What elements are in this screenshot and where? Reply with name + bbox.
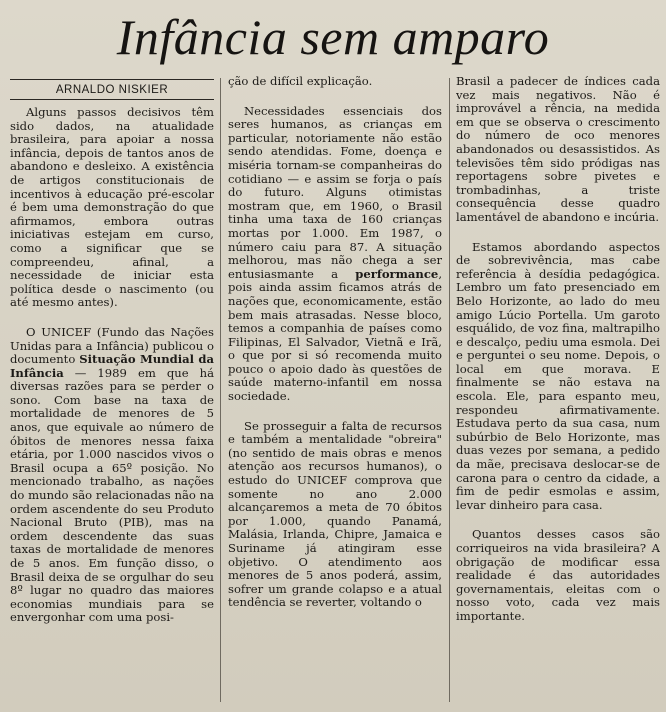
headline: Infância sem amparo <box>116 9 550 65</box>
paragraph: Alguns passos decisivos têm sido dados, na atualidade brasileira, para apoiar a nossa infância, depois de tantos anos de abandono e desleixo. A existência de artigos constitucionais de incentivos à educação pré-escolar é bem uma demonstração do que afirmamos, embora outras iniciativas estejam em curso, como a significar que se compreendeu, afinal, a necessidade de iniciar esta política desde o nascimento (ou até mesmo antes). <box>10 105 214 310</box>
paragraph-text: , pois ainda assim ficamos atrás de nações que, economicamente, estão bem mais atrasadas. Nesse bloco, temos a companhia de países como Filipinas, El Salvador, Vietnã e Irã, o que por si só recomenda muito pouco o apoio dado às questões de saúde materno-infantil em nossa sociedade. <box>228 266 442 404</box>
paragraph <box>228 105 442 404</box>
paragraph-continuation: ção de difícil explicação. <box>228 75 373 88</box>
byline: ARNALDO NISKIER <box>10 79 214 100</box>
paragraph-text: — 1989 em que há diversas razões para se perder o sono. Com base na taxa de mortalidade de menores de 5 anos, que equivale ao número de óbitos de menores nessa faixa etária, por 1.000 nascidos vivos o Brasil ocupa a 65º posição. No mencionado trabalho, as nações do mundo são relacionadas não na ordem ascendente do seu Produto Nacional Bruto (PIB), mas na ordem descendente das suas taxas de mortalidade de menores de 5 anos. Em função disso, o Brasil deixa de se orgulhar do seu 8º lugar no quadro das maiores economias mundiais para se envergonhar com uma posi- <box>10 365 214 625</box>
paragraph: Quantos desses casos são corriqueiros na vida brasileira? A obrigação de modificar essa realidade é das autoridades governamentais, eleitas com o nosso voto, cada vez mais importante. <box>456 527 660 623</box>
column-rule-1 <box>220 78 221 702</box>
emphasis-word: performance <box>355 266 439 281</box>
paragraph-text: O UNICEF (Fundo das Nações Unidas para a Infância) publicou o documento <box>10 324 214 367</box>
paragraph-text: Necessidades essenciais dos seres humanos, as crianças em particular, notoriamente não estão sendo atendidas. Fome, doença e miséria tornam-se companheiras do cotidiano — e assim se forja o país do futuro. Alguns otimistas mostram que, em 1960, o Brasil tinha uma taxa de 160 crianças mortas por 1.000. Em 1987, o número caiu para 87. A situação melhorou, mas não chega a ser entusiasmante a <box>228 103 442 281</box>
paragraph-continuation: Brasil a padecer de índices cada vez mais negativos. Não é improvável a rência, na medida em que se observa o crescimento do número de oco menores abandonados ou desassistidos. As televisões têm sido pródigas nas reportagens sobre pivetes e trombadinhas, a triste consequência desse quadro lamentável de abandono e incúria. <box>456 75 660 224</box>
column-2 <box>228 75 442 707</box>
paragraph <box>10 326 214 625</box>
column-3 <box>456 75 660 707</box>
paragraph: Estamos abordando aspectos de sobrevivência, mas cabe referência à desídia pedagógica. Lembro um fato presenciado em Belo Horizonte, ao lado do meu amigo Lúcio Portella. Um garoto esquálido, de voz fina, maltrapilho e descalço, pediu uma esmola. Dei e perguntei o seu nome. Depois, o local em que morava. E finalmente se não estava na escola. Ele, para espanto meu, respondeu afirmativamente. Estudava perto da sua casa, num subúrbio de Belo Horizonte, mas duas vezes por semana, a pedido da mãe, precisava deslocar-se de carona para o centro da cidade, a fim de pedir esmolas e assim, levar dinheiro para casa. <box>456 239 660 512</box>
document-title: Situação Mundial da Infância <box>10 352 214 380</box>
column-rule-2 <box>449 78 450 702</box>
paragraph: Se prosseguir a falta de recursos e também a mentalidade "obreira" (no sentido de mais obras e menos atenção aos recursos humanos), o estudo do UNICEF comprova que somente no ano 2.000 alcançaremos a meta de 70 óbitos por 1.000, quando Panamá, Malásia, Irlanda, Chipre, Jamaica e Suriname já atingiram esse objetivo. O atendimento aos menores de 5 anos poderá, assim, sofrer um grande colapso e a atual tendência se reverter, voltando o <box>228 418 442 610</box>
column-1 <box>10 75 214 707</box>
